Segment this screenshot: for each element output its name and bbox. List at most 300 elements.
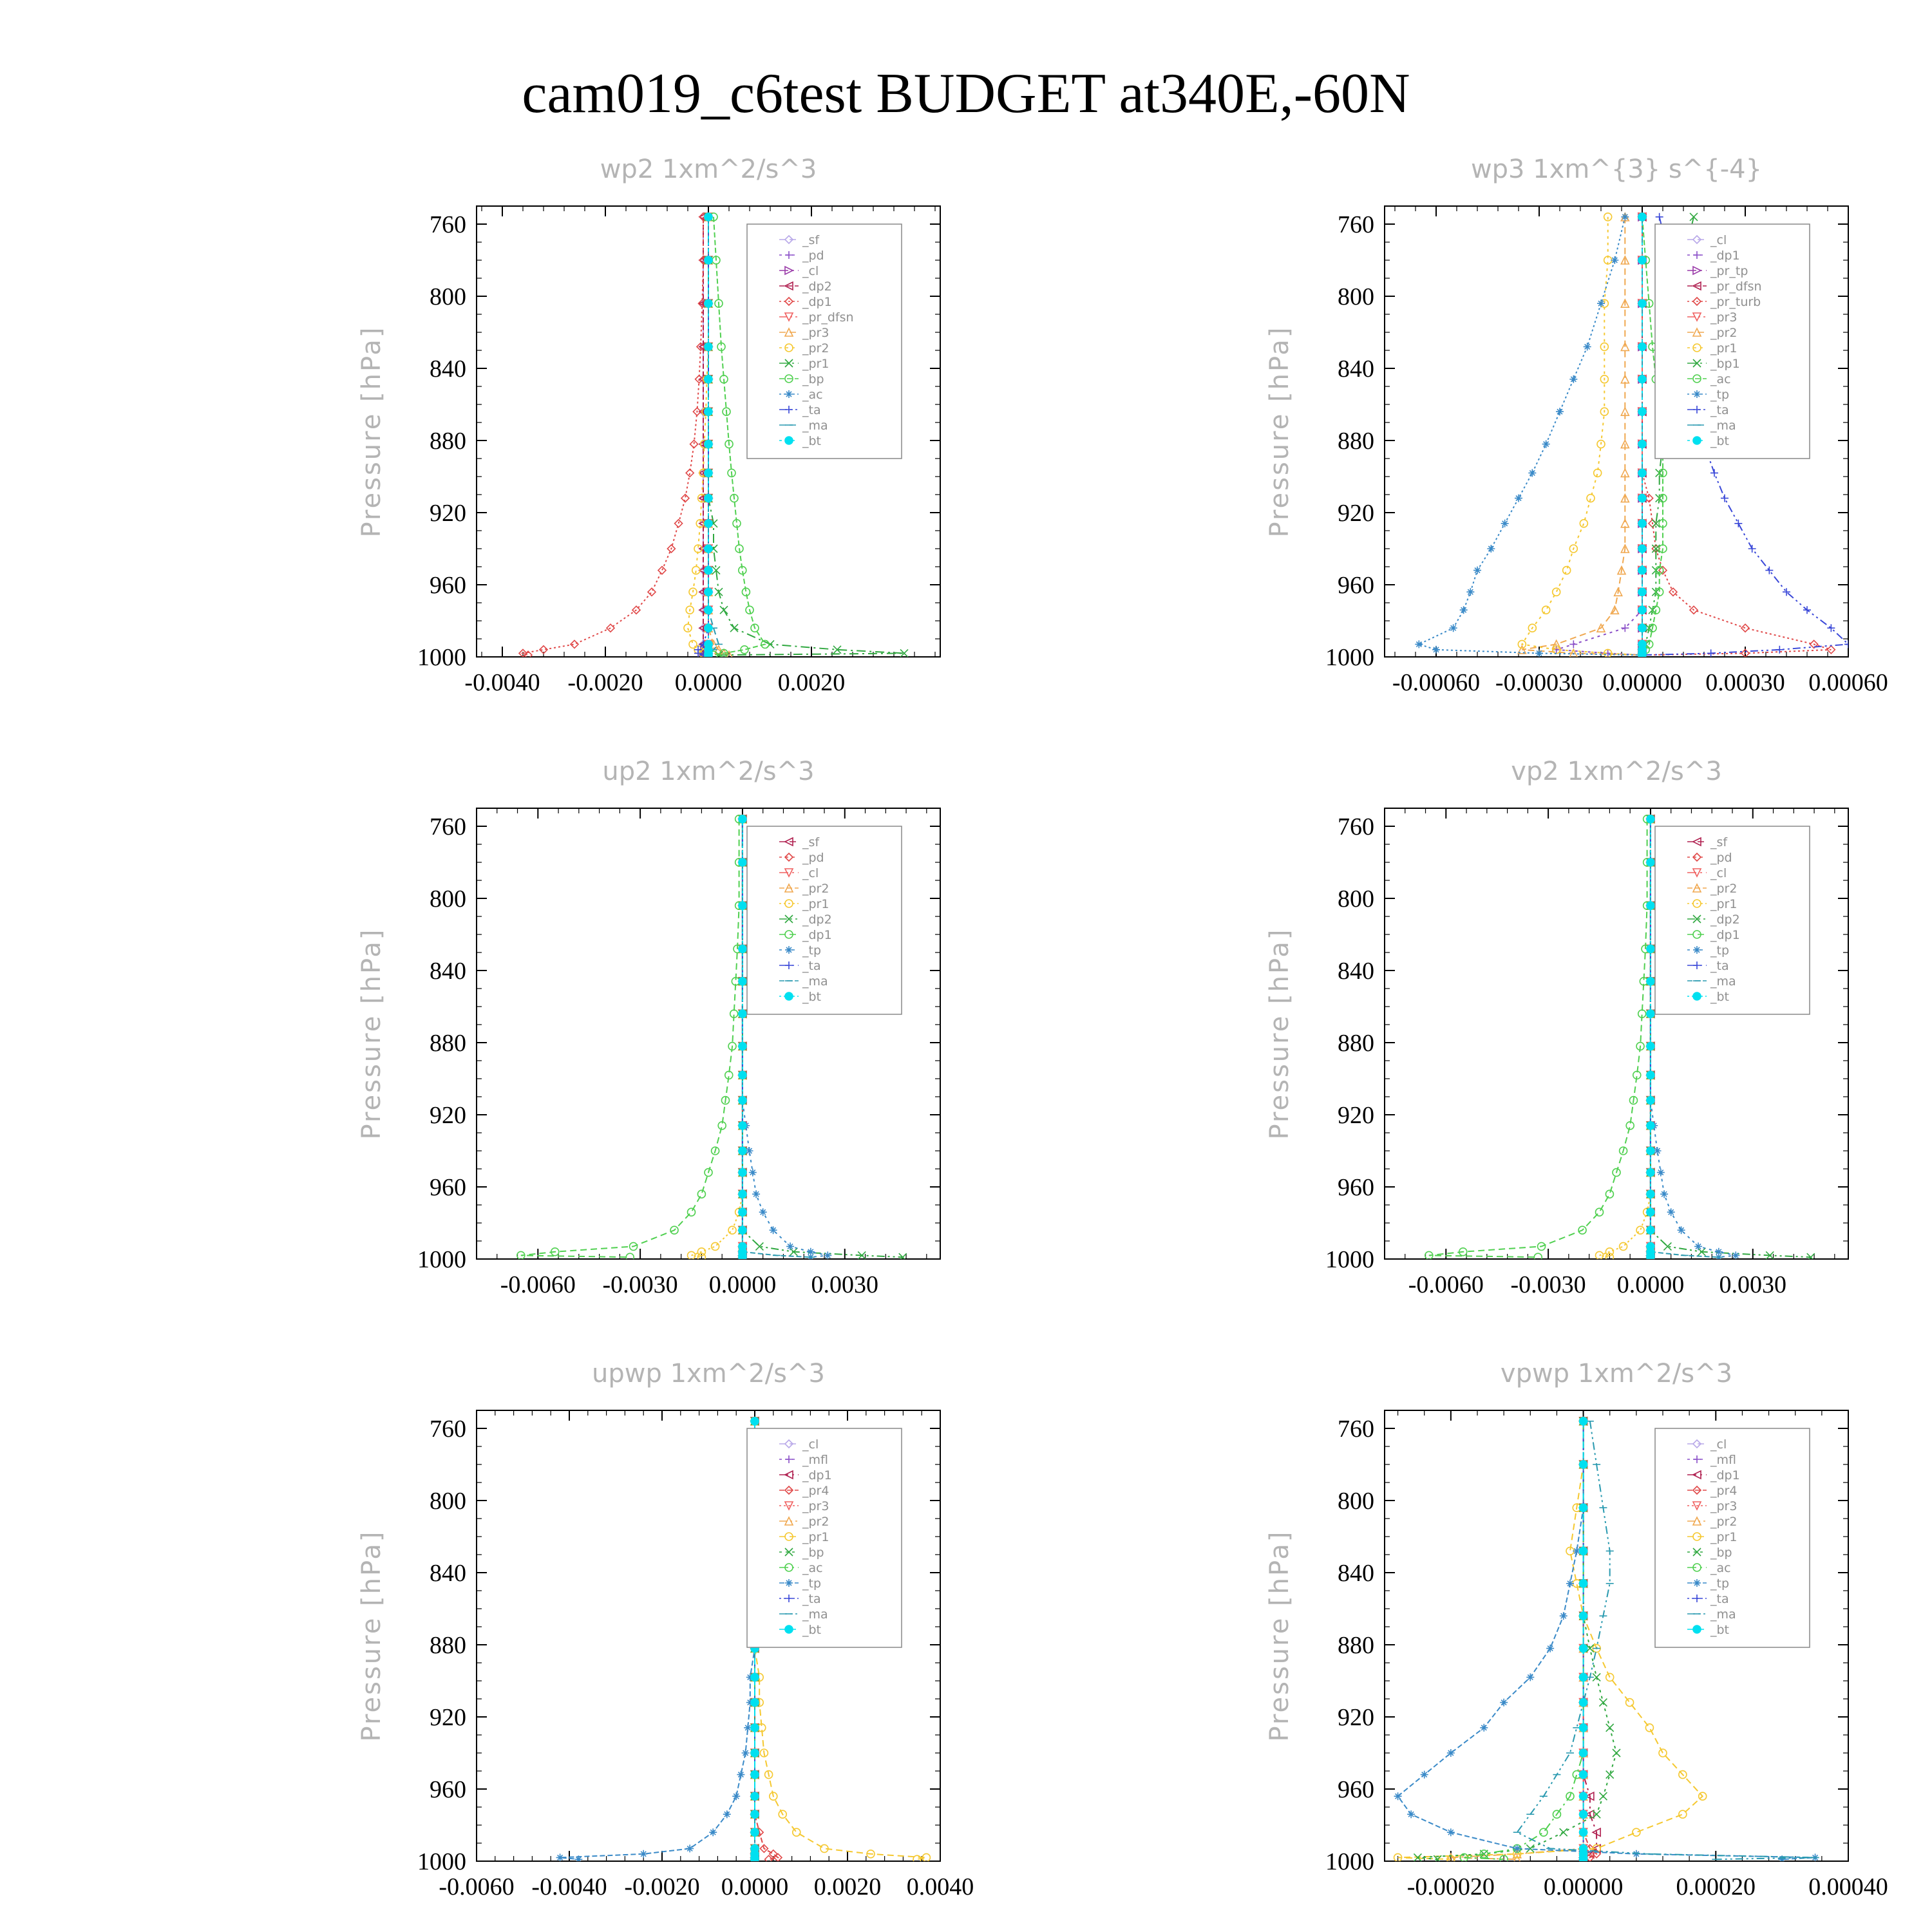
data-point: [1626, 1699, 1634, 1707]
data-point: [1556, 408, 1564, 415]
y-tick-label: 760: [1338, 813, 1374, 840]
data-point: [1597, 299, 1605, 307]
data-point: [739, 902, 746, 909]
legend-marker: [1693, 992, 1701, 1000]
x-tick-label: -0.0060: [500, 1271, 576, 1298]
data-point: [705, 256, 712, 264]
data-point: [824, 1251, 831, 1259]
legend-label: _ta: [1710, 959, 1729, 973]
legend-label: _ta: [802, 959, 821, 973]
y-tick-label: 960: [1338, 1174, 1374, 1201]
data-point: [1638, 299, 1646, 307]
series-line-dp1: [523, 217, 703, 655]
series-line-dp1: [521, 819, 739, 1257]
y-axis-label: Pressure [hPa]: [357, 325, 386, 538]
y-tick-label: 800: [430, 283, 466, 310]
data-point: [705, 606, 712, 614]
y-tick-label: 760: [430, 1416, 466, 1443]
data-point: [1638, 440, 1646, 448]
data-point: [751, 1673, 759, 1681]
x-tick-label: -0.0020: [624, 1873, 700, 1900]
x-tick-label: -0.0030: [1510, 1271, 1586, 1298]
data-point: [1605, 1190, 1613, 1198]
y-tick-label: 920: [1338, 1102, 1374, 1129]
data-point: [739, 1097, 746, 1104]
data-point: [705, 567, 712, 574]
y-tick-label: 760: [430, 211, 466, 238]
x-tick-label: 0.00060: [1808, 669, 1888, 696]
legend: [1655, 224, 1810, 459]
x-tick-label: -0.0060: [439, 1873, 515, 1900]
data-point: [1647, 1253, 1654, 1261]
legend-label: _pr3: [1710, 1499, 1738, 1513]
y-tick-label: 1000: [417, 644, 466, 671]
data-point: [1599, 1699, 1607, 1707]
data-point: [1580, 1547, 1587, 1555]
legend-label: _tp: [1710, 388, 1730, 402]
legend-label: _pr1: [802, 897, 829, 911]
legend-label: _cl: [802, 866, 819, 880]
y-tick-label: 920: [430, 1704, 466, 1731]
data-point: [742, 1749, 750, 1757]
data-point: [1580, 1504, 1587, 1511]
legend-label: _ma: [1710, 419, 1736, 433]
data-point: [1638, 256, 1646, 264]
data-point: [1645, 1724, 1653, 1732]
data-point: [739, 1122, 746, 1130]
data-point: [1679, 1810, 1687, 1818]
data-point: [697, 1190, 705, 1198]
data-point: [1638, 520, 1646, 527]
y-tick-label: 760: [430, 813, 466, 840]
legend-label: _dp2: [802, 279, 832, 294]
data-point: [1596, 1208, 1604, 1216]
legend-label: _bp: [802, 372, 824, 386]
data-point: [1647, 1122, 1654, 1130]
data-point: [705, 469, 712, 477]
data-point: [1580, 1417, 1587, 1425]
x-tick-label: 0.0000: [721, 1873, 789, 1900]
data-point: [1580, 1810, 1587, 1818]
legend-label: _tp: [802, 943, 822, 958]
data-point: [1638, 213, 1646, 221]
data-point: [1580, 1749, 1587, 1757]
legend-label: _pd: [802, 249, 824, 263]
legend-label: _pr_turb: [1710, 295, 1761, 309]
data-point: [739, 1226, 746, 1234]
data-point: [705, 651, 712, 659]
data-point: [1621, 213, 1629, 221]
data-point: [751, 1771, 759, 1779]
data-point: [1638, 408, 1646, 415]
data-point: [1487, 545, 1495, 553]
y-tick-label: 880: [1338, 1030, 1374, 1057]
legend: [747, 1428, 902, 1647]
x-tick-label: 0.00040: [1808, 1873, 1888, 1900]
y-tick-label: 880: [430, 1030, 466, 1057]
y-tick-label: 920: [1338, 500, 1374, 527]
data-point: [705, 299, 712, 307]
data-point: [1638, 343, 1646, 350]
legend-label: _pd: [802, 851, 824, 865]
x-tick-label: 0.00030: [1705, 669, 1785, 696]
data-point: [749, 1169, 757, 1177]
data-point: [626, 1253, 634, 1261]
legend-label: _pr_dfsn: [1710, 279, 1762, 294]
legend-label: _dp1: [802, 928, 832, 942]
data-point: [1611, 256, 1618, 264]
y-tick-label: 840: [430, 958, 466, 985]
data-point: [751, 1417, 759, 1425]
x-tick-label: -0.00060: [1392, 669, 1481, 696]
y-axis-label: Pressure [hPa]: [357, 927, 386, 1140]
data-point: [739, 1010, 746, 1018]
series-line-tp: [1419, 217, 1642, 655]
x-tick-label: -0.00030: [1495, 669, 1584, 696]
data-point: [1656, 213, 1663, 221]
data-point: [751, 1699, 759, 1707]
data-point: [1647, 978, 1654, 985]
data-point: [1566, 1580, 1574, 1587]
data-point: [1580, 1580, 1587, 1587]
data-point: [715, 588, 723, 596]
legend-label: _pr2: [802, 1515, 829, 1529]
data-point: [739, 1190, 746, 1198]
data-point: [751, 1855, 759, 1863]
data-point: [1534, 1253, 1542, 1261]
data-point: [1638, 495, 1646, 502]
data-point: [1540, 1828, 1548, 1836]
legend-label: _bt: [802, 1623, 822, 1637]
data-point: [1546, 1645, 1554, 1653]
data-point: [1721, 495, 1728, 502]
legend-label: _pr3: [802, 1499, 829, 1513]
legend-label: _bt: [1710, 990, 1730, 1004]
data-point: [1647, 945, 1654, 952]
legend-label: _ta: [802, 1592, 821, 1606]
series-line-pr2: [1451, 1421, 1584, 1859]
legend-label: _cl: [1710, 866, 1727, 880]
panel-upwp: [357, 1359, 974, 1900]
y-tick-label: 1000: [417, 1246, 466, 1273]
data-point: [1734, 520, 1742, 527]
data-point: [1560, 1612, 1567, 1620]
y-tick-label: 1000: [1325, 644, 1374, 671]
x-tick-label: 0.0020: [777, 669, 846, 696]
data-point: [1638, 375, 1646, 383]
data-point: [1580, 1612, 1587, 1620]
y-tick-label: 840: [1338, 355, 1374, 383]
legend-marker: [1693, 1625, 1701, 1633]
legend-label: _sf: [802, 233, 820, 247]
data-point: [556, 1853, 564, 1861]
y-tick-label: 960: [430, 1174, 466, 1201]
y-tick-label: 880: [430, 1632, 466, 1659]
data-point: [739, 1169, 746, 1177]
legend-label: _pr1: [802, 1530, 829, 1544]
data-point: [739, 945, 746, 952]
data-point: [739, 1208, 746, 1216]
data-point: [1580, 1724, 1587, 1732]
legend-label: _pr1: [802, 357, 829, 371]
legend-label: _bt: [1710, 1623, 1730, 1637]
legend-label: _sf: [802, 835, 820, 849]
data-point: [739, 815, 746, 823]
data-point: [739, 1147, 746, 1155]
legend-label: _ma: [802, 419, 828, 433]
panel-wp2: [357, 155, 940, 696]
data-point: [1501, 520, 1509, 527]
x-tick-label: 0.0030: [1719, 1271, 1787, 1298]
y-tick-label: 1000: [417, 1848, 466, 1875]
legend-label: _pr4: [802, 1484, 829, 1498]
legend-label: _bp: [1710, 1546, 1732, 1560]
data-point: [705, 408, 712, 415]
data-point: [1447, 1828, 1455, 1836]
data-point: [739, 1043, 746, 1050]
x-tick-label: 0.0000: [708, 1271, 777, 1298]
y-axis-label: Pressure [hPa]: [1265, 927, 1294, 1140]
legend-label: _pr2: [1710, 882, 1738, 896]
data-point: [1528, 469, 1536, 477]
data-point: [1473, 567, 1481, 574]
series-line-pr1: [1522, 217, 1642, 655]
data-point: [705, 343, 712, 350]
data-point: [684, 624, 692, 632]
data-point: [759, 1208, 767, 1216]
data-point: [1694, 1242, 1702, 1250]
panel-title: vpwp 1xm^2/s^3: [1500, 1359, 1733, 1388]
data-point: [1620, 1242, 1627, 1250]
data-point: [1580, 1461, 1587, 1468]
y-tick-label: 840: [430, 355, 466, 383]
data-point: [705, 495, 712, 502]
y-tick-label: 960: [1338, 572, 1374, 599]
data-point: [1660, 1190, 1668, 1198]
y-tick-label: 920: [430, 1102, 466, 1129]
data-point: [1748, 545, 1756, 553]
data-point: [712, 1242, 719, 1250]
data-point: [1593, 1673, 1600, 1681]
legend-label: _sf: [1710, 835, 1728, 849]
data-point: [1667, 1208, 1675, 1216]
data-point: [1580, 1855, 1587, 1863]
legend: [747, 224, 902, 459]
data-point: [1657, 1169, 1665, 1177]
data-point: [1569, 640, 1577, 648]
data-point: [639, 1850, 647, 1858]
data-point: [705, 213, 712, 221]
data-point: [1580, 520, 1587, 527]
legend-label: _ma: [1710, 1607, 1736, 1622]
legend-label: _pr_dfsn: [802, 310, 854, 325]
data-point: [739, 1253, 746, 1261]
legend-label: _mfl: [802, 1453, 828, 1467]
data-point: [1647, 1208, 1654, 1216]
legend-label: _ac: [1710, 372, 1731, 386]
data-point: [1638, 469, 1646, 477]
x-tick-label: -0.0030: [602, 1271, 678, 1298]
data-point: [737, 1771, 744, 1779]
data-point: [1636, 1226, 1644, 1234]
data-point: [1638, 624, 1646, 632]
data-point: [705, 624, 712, 632]
data-point: [1647, 902, 1654, 909]
y-tick-label: 920: [430, 500, 466, 527]
legend-label: _ma: [802, 1607, 828, 1622]
legend-label: _cl: [802, 264, 819, 278]
data-point: [1580, 1645, 1587, 1653]
x-tick-label: 0.00000: [1602, 669, 1682, 696]
data-point: [1432, 646, 1440, 654]
legend-label: _dp1: [802, 295, 832, 309]
data-point: [1553, 588, 1560, 596]
data-point: [1606, 1771, 1614, 1779]
y-tick-label: 960: [430, 572, 466, 599]
y-tick-label: 1000: [1325, 1246, 1374, 1273]
data-point: [751, 1749, 759, 1757]
legend-label: _dp1: [802, 1468, 832, 1482]
data-point: [1580, 1828, 1587, 1836]
data-point: [658, 567, 666, 574]
data-point: [739, 858, 746, 866]
panel-vp2: [1265, 757, 1848, 1298]
panel-title: wp3 1xm^{3} s^{-4}: [1470, 155, 1763, 184]
x-tick-label: -0.00020: [1406, 1873, 1495, 1900]
data-point: [1647, 1169, 1654, 1177]
data-point: [793, 1828, 800, 1836]
data-point: [1613, 1749, 1620, 1757]
legend-label: _pr3: [802, 326, 829, 340]
legend-label: _dp2: [1710, 913, 1740, 927]
legend-label: _dp2: [802, 913, 832, 927]
legend-label: _ta: [802, 403, 821, 417]
legend-marker: [785, 1625, 793, 1633]
data-point: [751, 1828, 759, 1836]
data-point: [1710, 469, 1718, 477]
data-point: [1560, 1828, 1567, 1836]
x-tick-label: 0.00020: [1676, 1873, 1756, 1900]
y-tick-label: 880: [430, 428, 466, 455]
data-point: [1450, 624, 1457, 632]
data-point: [1599, 1792, 1607, 1800]
data-point: [1415, 640, 1423, 648]
data-point: [732, 1792, 740, 1800]
data-point: [1563, 567, 1571, 574]
data-point: [728, 1226, 736, 1234]
legend-marker: [1693, 437, 1701, 444]
data-point: [1606, 1724, 1614, 1732]
legend-label: _pr2: [802, 341, 829, 355]
data-point: [1647, 815, 1654, 823]
data-point: [723, 1810, 731, 1818]
data-point: [1500, 1699, 1508, 1707]
series-line-dp1: [1557, 217, 1642, 655]
data-point: [1638, 588, 1646, 596]
data-point: [1647, 858, 1654, 866]
panel-up2: [357, 757, 940, 1298]
data-point: [1466, 588, 1474, 596]
x-tick-label: -0.0060: [1408, 1271, 1484, 1298]
data-point: [752, 1190, 760, 1198]
series-line-pr2: [1522, 217, 1642, 655]
data-point: [1580, 1673, 1587, 1681]
x-tick-label: 0.0000: [1616, 1271, 1685, 1298]
data-point: [709, 1828, 717, 1836]
panel-wp3: [1265, 155, 1888, 696]
legend-label: _pr3: [1710, 310, 1738, 325]
y-tick-label: 840: [1338, 958, 1374, 985]
legend-label: _mfl: [1710, 1453, 1736, 1467]
data-point: [1460, 606, 1468, 614]
data-point: [1480, 1724, 1488, 1732]
legend-label: _pr2: [1710, 1515, 1738, 1529]
legend: [747, 826, 902, 1014]
panel-vpwp: [1265, 1359, 1888, 1900]
y-tick-label: 800: [1338, 283, 1374, 310]
data-point: [705, 520, 712, 527]
data-point: [1732, 1251, 1739, 1259]
data-point: [1580, 1792, 1587, 1800]
figure-title: cam019_c6test BUDGET at340E,-60N: [522, 62, 1410, 125]
legend-label: _tp: [802, 1577, 822, 1591]
data-point: [1647, 1071, 1654, 1079]
panel-title: up2 1xm^2/s^3: [602, 757, 815, 786]
data-point: [1421, 1771, 1428, 1779]
data-point: [720, 606, 728, 614]
data-point: [1542, 606, 1550, 614]
series-line-tp: [560, 1421, 755, 1859]
data-point: [1587, 495, 1595, 502]
legend-label: _bp1: [1710, 357, 1740, 371]
x-tick-label: -0.0040: [531, 1873, 607, 1900]
legend-label: _ac: [802, 388, 823, 402]
data-point: [648, 588, 656, 596]
legend: [1655, 1428, 1810, 1647]
data-point: [1584, 343, 1591, 350]
legend-label: _pr1: [1710, 1530, 1738, 1544]
legend-label: _pr2: [1710, 326, 1738, 340]
y-axis-label: Pressure [hPa]: [1265, 1530, 1294, 1742]
data-point: [1647, 1097, 1654, 1104]
y-tick-label: 800: [430, 886, 466, 913]
x-tick-label: 0.0040: [906, 1873, 974, 1900]
legend-label: _pd: [1710, 851, 1732, 865]
data-point: [1594, 469, 1602, 477]
x-tick-label: 0.00000: [1543, 1873, 1624, 1900]
y-tick-label: 800: [1338, 886, 1374, 913]
y-axis-label: Pressure [hPa]: [1265, 325, 1294, 538]
data-point: [1542, 440, 1550, 448]
data-point: [751, 1792, 759, 1800]
legend-label: _dp1: [1710, 928, 1740, 942]
legend-label: _cl: [802, 1437, 819, 1452]
legend-label: _bt: [802, 434, 822, 448]
data-point: [730, 624, 738, 632]
x-tick-label: 0.0000: [674, 669, 743, 696]
series-line-dp1: [1429, 819, 1647, 1257]
y-tick-label: 960: [1338, 1776, 1374, 1803]
data-point: [1707, 649, 1715, 657]
y-tick-label: 760: [1338, 1416, 1374, 1443]
data-point: [1580, 1699, 1587, 1707]
legend-label: _bt: [802, 990, 822, 1004]
panel-title: upwp 1xm^2/s^3: [592, 1359, 825, 1388]
data-point: [1580, 1771, 1587, 1779]
x-tick-label: -0.0020: [567, 669, 643, 696]
legend-label: _ta: [1710, 403, 1729, 417]
y-tick-label: 800: [430, 1488, 466, 1515]
